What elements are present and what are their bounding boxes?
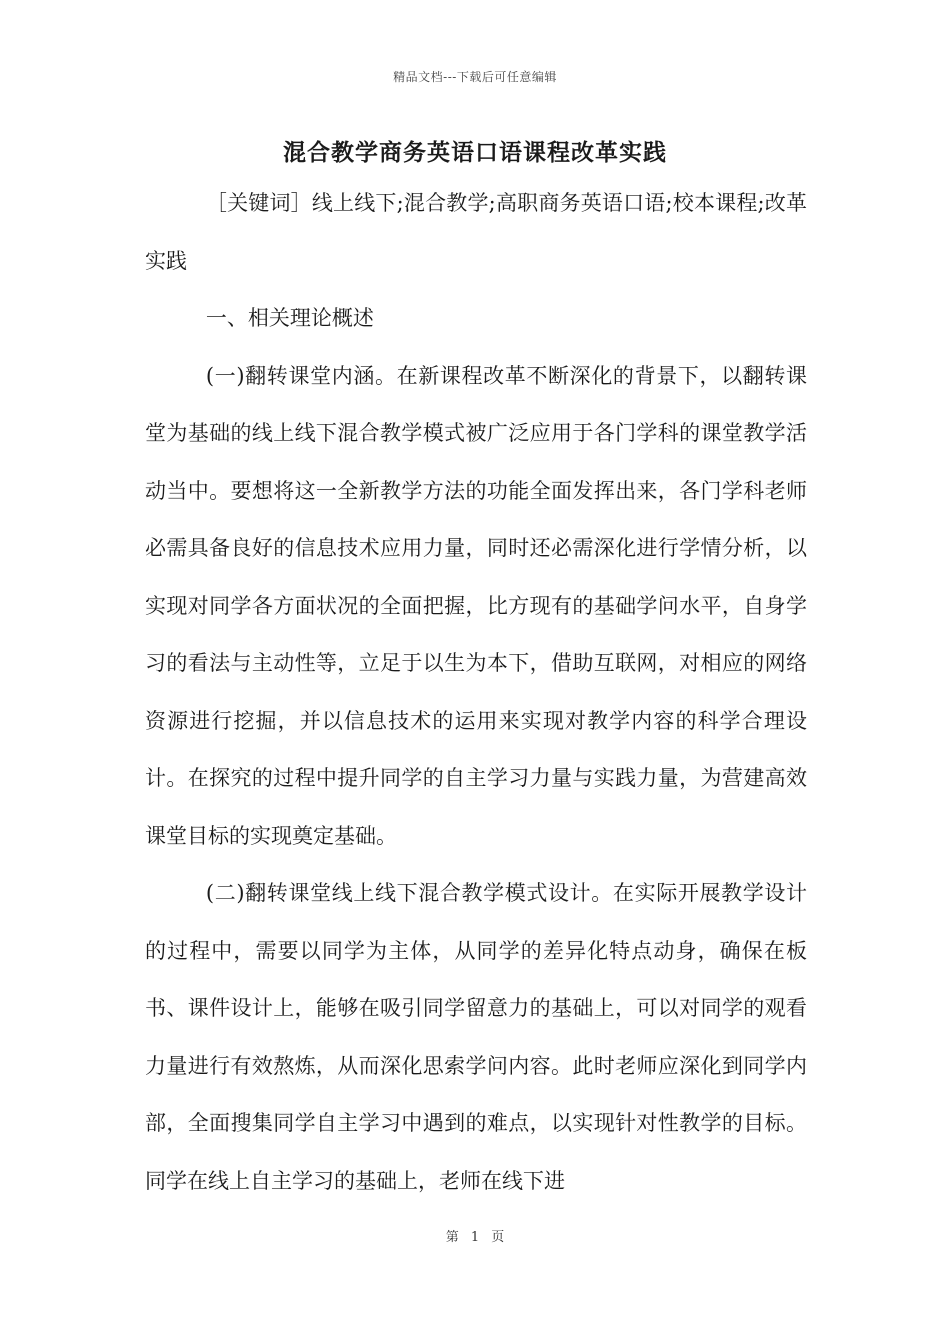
keywords-paragraph: ［关键词］线上线下;混合教学;高职商务英语口语;校本课程;改革实践 bbox=[145, 191, 807, 273]
section-heading: 一、相关理论概述 bbox=[205, 306, 374, 330]
page-number bbox=[0, 1226, 950, 1245]
page-title: 混合教学商务英语口语课程改革实践 bbox=[283, 139, 667, 166]
page-prefix: 第 bbox=[445, 1230, 459, 1245]
page-number-value: 1 bbox=[470, 1230, 480, 1245]
page-suffix: 页 bbox=[491, 1230, 505, 1245]
body-paragraph: (一)翻转课堂内涵。在新课程改革不断深化的背景下，以翻转课堂为基础的线上线下混合教学模式被广泛应用于各门学科的课堂教学活动当中。要想将这一全新教学方法的功能全面发挥出来，各门学科老师必需具备良好的信息技术应用力量，同时还必需深化进行学情分析，以实现对同学各方面状况的全面把握，比方现有的基础学问水平，自身学习的看法与主动性等，立足于以生为本下，借助互联网，对相应的网络资源进行挖掘，并以信息技术的运用来实现对教学内容的科学合理设计。在探究的过程中提升同学的自主学习力量与实践力量，为营建高效课堂目标的实现奠定基础。 bbox=[145, 363, 807, 848]
body-paragraph: (二)翻转课堂线上线下混合教学模式设计。在实际开展教学设计的过程中，需要以同学为主体，从同学的差异化特点动身，确保在板书、课件设计上，能够在吸引同学留意力的基础上，可以对同学的观看力量进行有效熬炼，从而深化思索学问内容。此时老师应深化到同学内部，全面搜集同学自主学习中遇到的难点，以实现针对性教学的目标。同学在线上自主学习的基础上，老师在线下进 bbox=[145, 881, 807, 1193]
document-body bbox=[145, 175, 807, 1210]
header-note: 精品文档---下载后可任意编辑 bbox=[393, 70, 557, 84]
